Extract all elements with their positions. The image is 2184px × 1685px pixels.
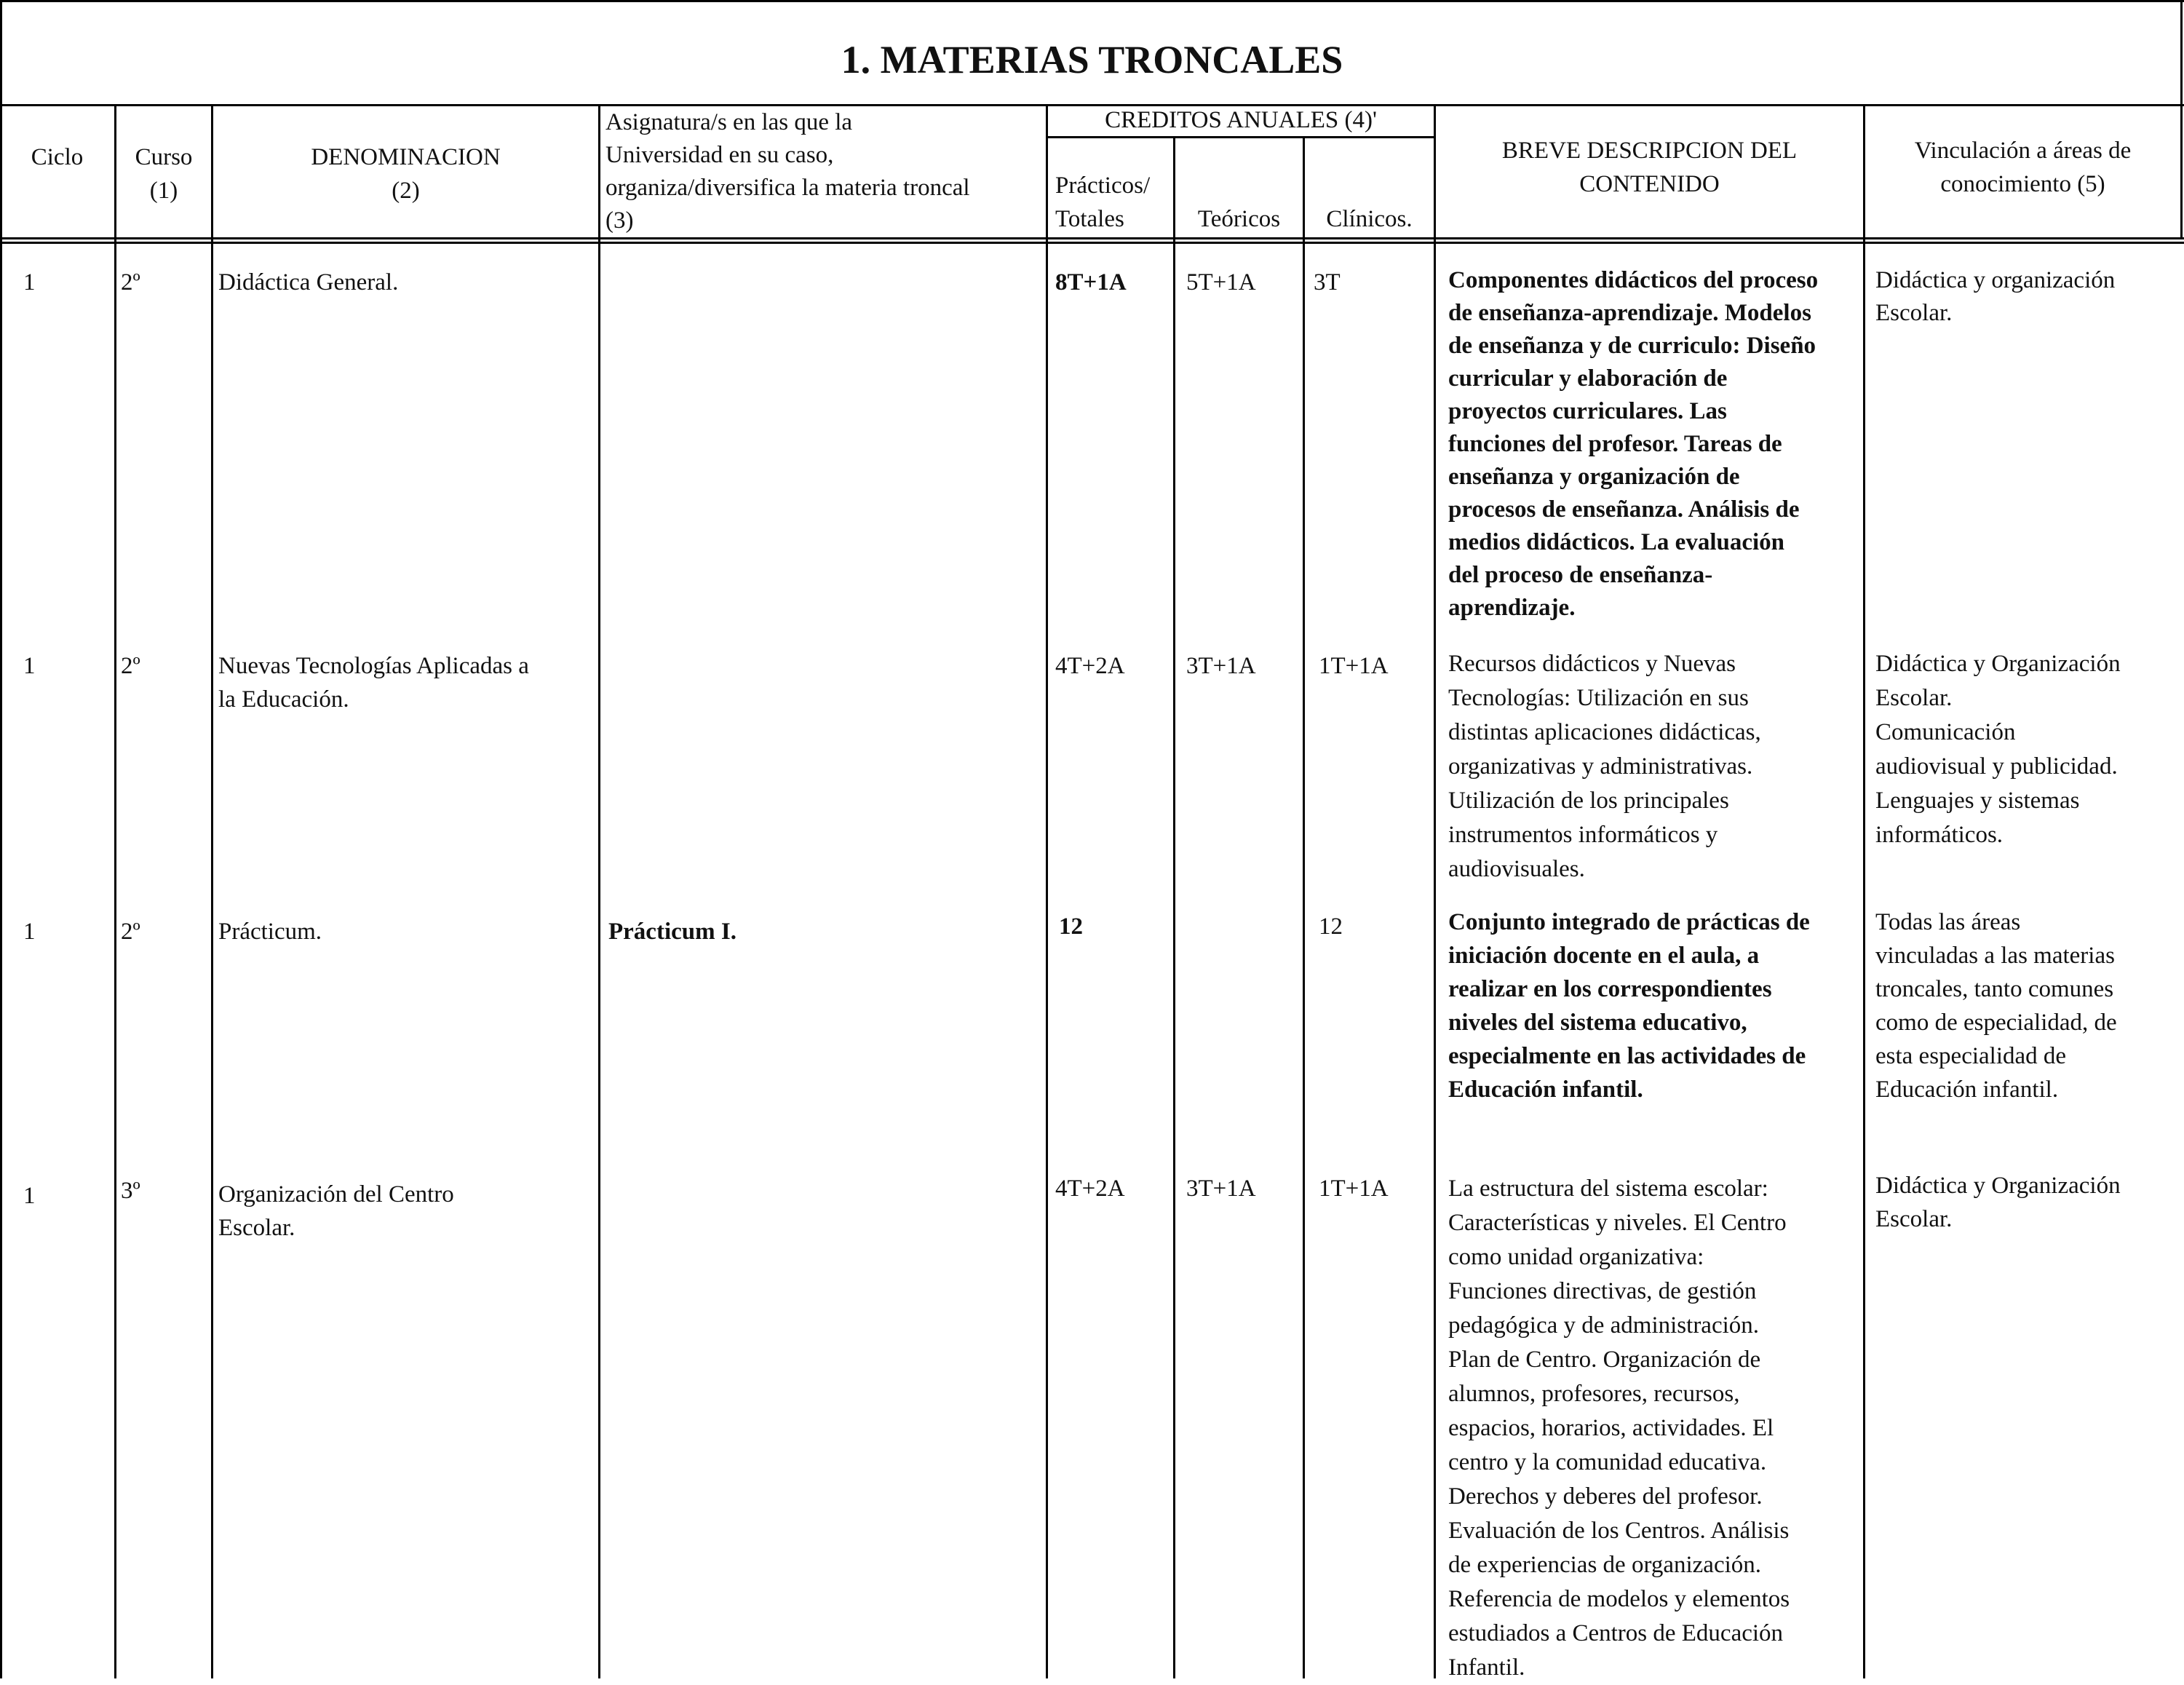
row-1-denominacion: Didáctica General.	[218, 269, 399, 296]
header-curso: Curso (1)	[135, 144, 193, 204]
row-3-clinicos: 12	[1319, 913, 1343, 940]
row-4-teoricos: 3T+1A	[1186, 1175, 1256, 1202]
column-divider-vinculacion	[1863, 104, 1865, 1678]
row-1-vinculacion: Didáctica y organización Escolar.	[1875, 267, 2116, 326]
row-1-clinicos: 3T	[1314, 269, 1341, 296]
row-4-practicos-totales: 4T+2A	[1055, 1175, 1125, 1202]
header-teoricos: Teóricos	[1197, 206, 1281, 232]
column-divider-totales	[1046, 104, 1048, 1678]
header-bottom-border	[0, 237, 2184, 239]
header-bottom-border-double	[0, 242, 2184, 244]
row-4-descripcion: La estructura del sistema escolar: Características y niveles. El Centro como unidad organizativa: Funciones directivas, de gestión pedagógica y de administración. Plan de Centro. Organización de alumnos, profesores, recursos, espacios, horarios, actividades. El centro y la comunidad educativa. Derechos y deberes del profesor. Evaluación de los Centros. Análisis de experiencias de organización. Referencia de modelos y elementos estudiados a Centros de Educación Infantil.	[1448, 1175, 1790, 1681]
column-divider-denominacion	[211, 104, 213, 1678]
row-2-practicos-totales: 4T+2A	[1055, 653, 1125, 679]
frame-top-border	[0, 0, 2184, 2]
header-practicos-totales: Prácticos/ Totales	[1055, 173, 1151, 232]
column-divider-clinicos	[1303, 136, 1305, 1678]
row-1-descripcion: Componentes didácticos del proceso de enseñanza-aprendizaje. Modelos de enseñanza y de curriculo: Diseño curricular y elaboración de proyectos curriculares. Las funciones del profesor. Tareas de enseñanza y organización de procesos de enseñanza. Análisis de medios didácticos. La evaluación del proceso de enseñanza- aprendizaje.	[1448, 267, 1819, 621]
frame-left-border	[0, 0, 2, 1678]
row-4-ciclo: 1	[23, 1183, 36, 1209]
header-creditos-anuales: CREDITOS ANUALES (4)'	[1105, 107, 1377, 133]
row-3-asignatura: Prácticum I.	[608, 919, 736, 945]
header-clinicos: Clínicos.	[1326, 206, 1413, 232]
row-2-vinculacion: Didáctica y Organización Escolar. Comunicación audiovisual y publicidad. Lenguajes y sistemas informáticos.	[1875, 651, 2121, 848]
row-3-ciclo: 1	[23, 919, 36, 945]
column-divider-descripcion	[1434, 104, 1436, 1678]
row-1-teoricos: 5T+1A	[1186, 269, 1256, 296]
row-3-vinculacion: Todas las áreas vinculadas a las materias troncales, tanto comunes como de especialidad, de esta especialidad de Educación infantil.	[1875, 909, 2117, 1103]
header-ciclo: Ciclo	[31, 144, 84, 170]
header-vinculacion: Vinculación a áreas de conocimiento (5)	[1914, 138, 2132, 197]
row-3-denominacion: Prácticum.	[218, 919, 322, 945]
row-2-ciclo: 1	[23, 653, 36, 679]
row-2-denominacion: Nuevas Tecnologías Aplicadas a la Educación.	[218, 653, 529, 713]
row-2-descripcion: Recursos didácticos y Nuevas Tecnologías: Utilización en sus distintas aplicaciones didácticas, organizativas y administrativas. Utilización de los principales instrumentos informáticos y audiovisuales.	[1448, 651, 1761, 882]
column-divider-teoricos	[1173, 136, 1175, 1678]
header-denominacion: DENOMINACION (2)	[311, 144, 501, 204]
page-title: 1. MATERIAS TRONCALES	[841, 38, 1343, 82]
column-divider-asignatura	[598, 104, 600, 1678]
row-3-descripcion: Conjunto integrado de prácticas de iniciación docente en el aula, a realizar en los correspondientes niveles del sistema educativo, especialmente en las actividades de Educación infantil.	[1448, 909, 1810, 1103]
frame-right-border	[2180, 0, 2183, 237]
column-divider-curso	[114, 104, 116, 1678]
row-4-curso: 3º	[121, 1178, 140, 1204]
row-2-curso: 2º	[121, 653, 140, 679]
header-asignatura: Asignatura/s en las que la Universidad en su caso, organiza/diversifica la materia troncal (3)	[605, 109, 970, 234]
row-4-denominacion: Organización del Centro Escolar.	[218, 1181, 454, 1241]
row-4-vinculacion: Didáctica y Organización Escolar.	[1875, 1173, 2121, 1232]
row-4-clinicos: 1T+1A	[1319, 1175, 1389, 1202]
row-2-clinicos: 1T+1A	[1319, 653, 1389, 679]
row-3-curso: 2º	[121, 919, 140, 945]
row-1-ciclo: 1	[23, 269, 36, 296]
row-2-teoricos: 3T+1A	[1186, 653, 1256, 679]
row-1-practicos-totales: 8T+1A	[1055, 269, 1127, 296]
header-breve-descripcion: BREVE DESCRIPCION DEL CONTENIDO	[1501, 138, 1798, 197]
row-1-curso: 2º	[121, 269, 140, 296]
row-3-practicos-totales: 12	[1059, 913, 1083, 940]
